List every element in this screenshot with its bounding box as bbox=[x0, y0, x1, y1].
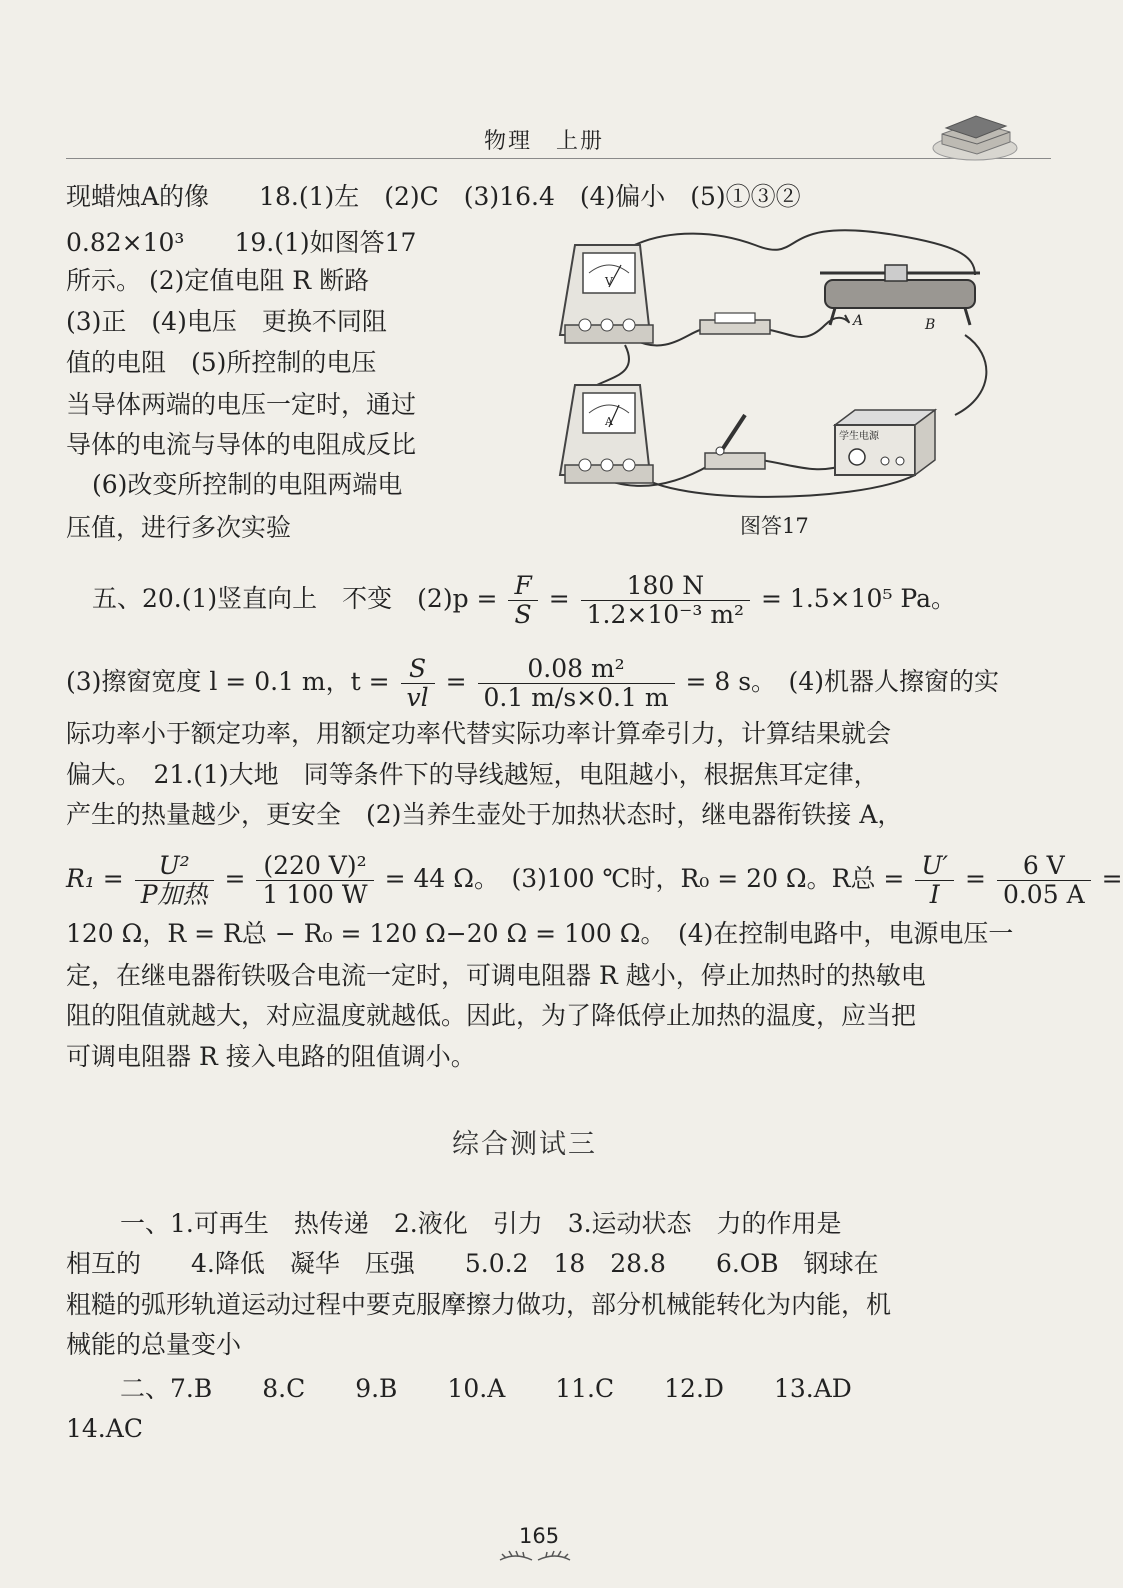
q21-r1-lhs: R₁ = bbox=[66, 864, 124, 893]
q21-line-6: 阻的阻值就越大，对应温度就越低。因此，为了降低停止加热的温度，应当把 bbox=[66, 1001, 917, 1030]
q20-result-2: = 8 s。 (4)机器人擦窗的实 bbox=[685, 667, 999, 696]
answer-line-8: (6)改变所控制的电阻两端电 bbox=[92, 470, 403, 499]
q20-text-a: 五、20.(1)竖直向上 不变 (2)p = bbox=[92, 584, 498, 613]
answer-line-7: 导体的电流与导体的电阻成反比 bbox=[66, 430, 417, 459]
power-supply-label: 学生电源 bbox=[839, 431, 879, 442]
rheostat bbox=[820, 265, 980, 333]
fraction: $\frac{U'}{I}$ bbox=[915, 852, 954, 909]
answer-line-4: (3)正 (4)电压 更换不同阻 bbox=[66, 307, 387, 336]
page-number: 165 bbox=[519, 1524, 560, 1548]
section-title: 综合测试三 bbox=[452, 1129, 597, 1160]
answer-line-6: 当导体两端的电压一定时，通过 bbox=[66, 390, 417, 419]
ammeter-symbol: A bbox=[605, 415, 613, 428]
answer-line-9: 压值，进行多次实验 bbox=[66, 513, 292, 542]
q21-line-5: 定，在继电器衔铁吸合电流一定时，可调电阻器 R 越小，停止加热时的热敏电 bbox=[66, 961, 926, 990]
header-rule bbox=[66, 158, 1051, 159]
switch bbox=[705, 415, 765, 469]
q21-r1-result: = 44 Ω。 (3)100 ℃时，R₀ = 20 Ω。R总 = bbox=[384, 864, 905, 893]
part1-line-2: 相互的 4.降低 凝华 压强 5.0.2 18 28.8 6.OB 钢球在 bbox=[66, 1249, 879, 1278]
part1-line-3: 粗糙的弧形轨道运动过程中要克服摩擦力做功，部分机械能转化为内能，机 bbox=[66, 1290, 892, 1319]
q21-line-2: 产生的热量越少，更安全 (2)当养生壶处于加热状态时，继电器衔铁接 A， bbox=[66, 800, 903, 829]
part1-line-4: 械能的总量变小 bbox=[66, 1330, 242, 1359]
ammeter bbox=[560, 385, 653, 483]
fraction: $\frac{6 V}{0.05 A}$ bbox=[997, 852, 1091, 909]
fraction: $\frac{\text{0.08 m²}}{0.1 m/s\times 0.1 m}$ bbox=[478, 655, 675, 712]
rheostat-terminal-a: A bbox=[853, 313, 864, 329]
wire bbox=[592, 230, 975, 325]
q21-line-4: 120 Ω，R = R总 − R₀ = 120 Ω−20 Ω = 100 Ω。 (4)在控制电路中，电源电压一 bbox=[66, 919, 1014, 948]
fraction: $\frac{\text{U²}}{\text{P加热}}$ bbox=[135, 852, 214, 909]
answer-line-3: 所示。 (2)定值电阻 R 断路 bbox=[66, 266, 370, 295]
part2-line-2: 14.AC bbox=[66, 1414, 143, 1443]
part2-line-1: 二、7.B 8.C 9.B 10.A 11.C 12.D 13.AD bbox=[120, 1374, 852, 1403]
figure-caption: 图答17 bbox=[740, 514, 809, 538]
fraction: $\frac{\text{(220 V)²}}{1 100 W}$ bbox=[256, 852, 373, 909]
fraction: $\frac{F}{S}$ bbox=[508, 572, 537, 629]
fraction: $\frac{180 N}{\text{1.2×10⁻³ m²}}$ bbox=[581, 572, 750, 629]
voltmeter-symbol: V bbox=[605, 275, 613, 288]
q20-line-2: (3)擦窗宽度 l = 0.1 m，t = $\frac{S}{vl}$ = $\frac{\text{0.08 m²}}{0.1 m/s\times 0.1 m}$ = 8 s。 (4)机器人擦窗的实 bbox=[66, 654, 999, 712]
part1-line-1: 一、1.可再生 热传递 2.液化 引力 3.运动状态 力的作用是 bbox=[120, 1209, 842, 1238]
header-title: 物理 上册 bbox=[484, 129, 605, 154]
q20-line-3: 际功率小于额定功率，用额定功率代替实际功率计算牵引力，计算结果就会 bbox=[66, 719, 892, 748]
answer-line-5: 值的电阻 (5)所控制的电压 bbox=[66, 348, 377, 377]
q21-line-3: R₁ = $\frac{\text{U²}}{\text{P加热}}$ = $\frac{\text{(220 V)²}}{1 100 W}$ = 44 Ω。 (3)100 ℃时，R₀ = 20 Ω。R总 = $\frac{U'}{I}$ = $\frac{6 V}{0.05 A}$ = bbox=[66, 851, 1123, 909]
fixed-resistor bbox=[700, 313, 770, 334]
q20-result: = 1.5×10⁵ Pa。 bbox=[761, 584, 957, 613]
answer-line-2: 0.82×10³ 19.(1)如图答17 bbox=[66, 228, 417, 257]
book-stack-icon bbox=[930, 104, 1020, 164]
answer-line-1: 现蜡烛A的像 18.(1)左 (2)C (3)16.4 (4)偏小 (5)①③② bbox=[66, 182, 801, 211]
voltmeter bbox=[560, 245, 653, 343]
circuit-diagram bbox=[555, 225, 1000, 505]
student-power-supply bbox=[835, 410, 935, 475]
wire bbox=[770, 315, 849, 337]
wire bbox=[955, 335, 986, 415]
q20-line-1: 五、20.(1)竖直向上 不变 (2)p = $\frac{F}{S}$ = $\frac{180 N}{\text{1.2×10⁻³ m²}}$ = 1.5×10⁵ Pa。 bbox=[92, 571, 957, 629]
q21-line-1: 偏大。 21.(1)大地 同等条件下的导线越短，电阻越小，根据焦耳定律， bbox=[66, 760, 879, 789]
laurel-ornament-icon bbox=[490, 1550, 580, 1570]
fraction: $\frac{S}{vl}$ bbox=[401, 655, 435, 712]
rheostat-terminal-b: B bbox=[925, 317, 936, 333]
q21-line-7: 可调电阻器 R 接入电路的阻值调小。 bbox=[66, 1042, 476, 1071]
q20-text-b: (3)擦窗宽度 l = 0.1 m，t = bbox=[66, 667, 390, 696]
